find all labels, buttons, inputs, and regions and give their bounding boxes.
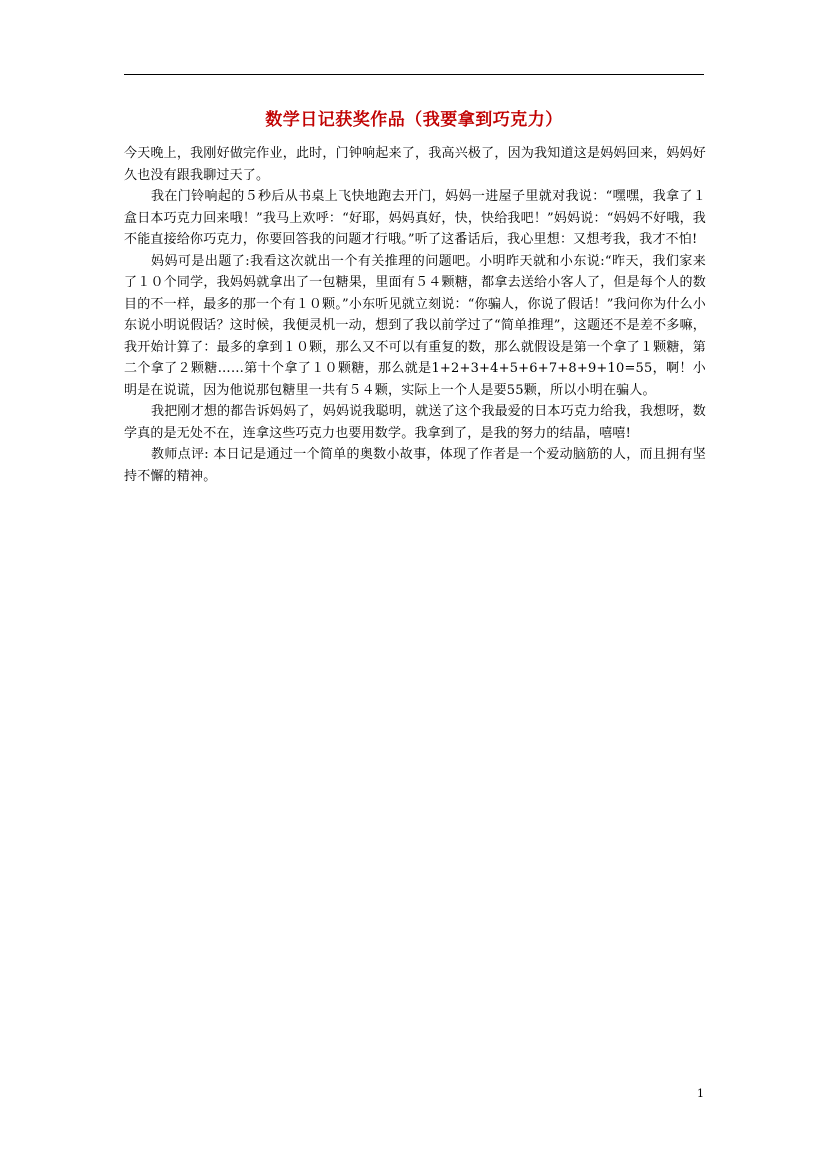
header-rule [124, 74, 704, 75]
page-number: 1 [697, 1087, 704, 1100]
paragraph-1: 今天晚上，我刚好做完作业，此时，门钟响起来了，我高兴极了，因为我知道这是妈妈回来，妈妈好久也没有跟我聊过天了。 [124, 146, 706, 183]
paragraph-2: 我在门铃响起的５秒后从书桌上飞快地跑去开门，妈妈一进屋子里就对我说：“嘿嘿，我拿了１盒日本巧克力回来哦！”我马上欢呼：“好耶，妈妈真好，快，快给我吧！”妈妈说：“妈妈不好哦，我不能直接给你巧克力，你要回答我的问题才行哦。”听了这番话后，我心里想：又想考我，我才不怕! [124, 189, 706, 247]
teacher-comment: 教师点评: 本日记是通过一个简单的奥数小故事，体现了作者是一个爱动脑筋的人，而且拥有坚持不懈的精神。 [124, 447, 706, 484]
paragraph-4: 我把刚才想的都告诉妈妈了，妈妈说我聪明，就送了这个我最爱的日本巧克力给我，我想呀，数学真的是无处不在，连拿这些巧克力也要用数学。我拿到了，是我的努力的结晶，嘻嘻! [124, 404, 706, 441]
document-body [124, 143, 706, 487]
document-title: 数学日记获奖作品（我要拿到巧克力） [265, 110, 563, 130]
paragraph-3: 妈妈可是出题了:我看这次就出一个有关推理的问题吧。小明昨天就和小东说:“昨天，我们家来了１０个同学，我妈妈就拿出了一包糖果，里面有５４颗糖，都拿去送给小客人了，但是每个人的数目的不一样，最多的那一个有１０颗。”小东听见就立刻说：“你骗人，你说了假话！”我问你为什么小东说小明说假话？这时候，我便灵机一动，想到了我以前学过了“简单推理”，这题还不是差不多嘛，我开始计算了：最多的拿到１０颗，那么又不可以有重复的数，那么就假设是第一个拿了１颗糖，第二个拿了２颗糖……第十个拿了１０颗糖，那么就是1+2+3+4+5+6+7+8+9+10=55，啊！小明是在说谎，因为他说那包糖里一共有５４颗，实际上一个人是要55颗，所以小明在骗人。 [124, 253, 706, 398]
